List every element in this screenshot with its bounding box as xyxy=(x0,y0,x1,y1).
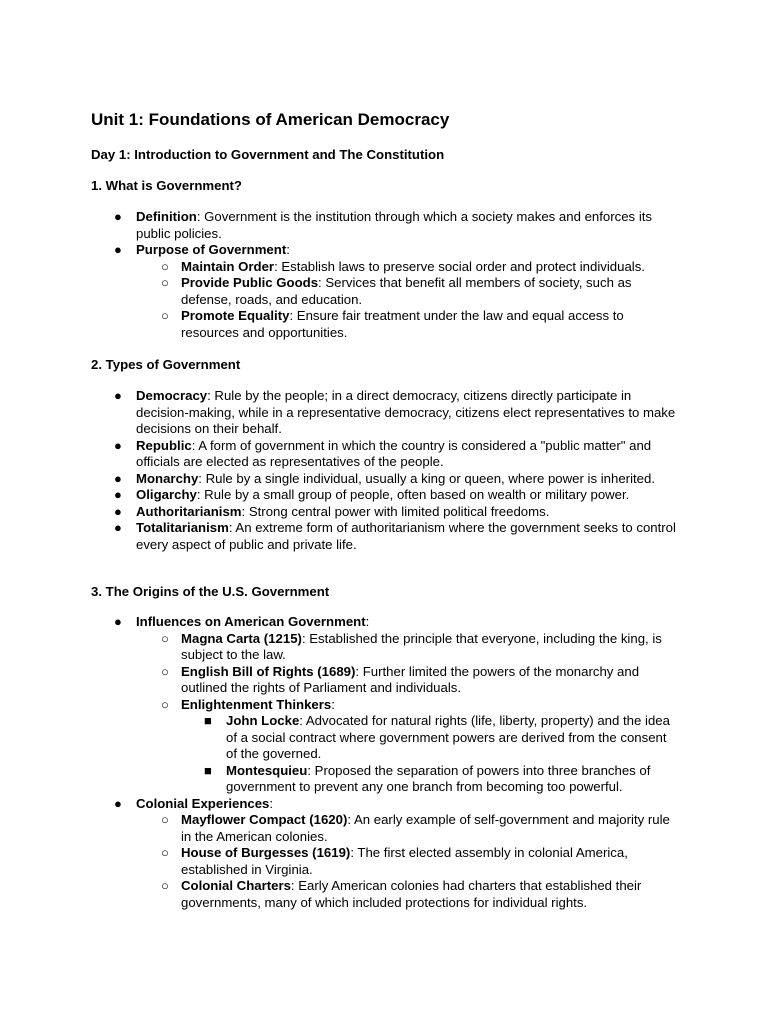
bullet-circle-icon: ○ xyxy=(161,630,169,646)
bullet-circle-icon: ○ xyxy=(161,812,169,827)
day-heading: Day 1: Introduction to Government and The Constitution xyxy=(91,147,445,162)
list-item-influences: ● Influences on American Government: ○ Magna Carta (1215): Established the principle that everyone, including the king, is subject to the law. ○ English Bill of Rights (1689): Further limited the powers of the monarchy and outlined the rights of Parliament and individuals. ○ Enlightenment Thinkers: ■ John Locke: Advocated for natural rights (life, liberty, property) and the idea of a social contract where government powers are derived from the consent of the governed. ■ Montesquieu: Proposed the separation of powers into three branches of government to prevent any one branch from becoming too powerful. xyxy=(136,614,681,796)
list-item-definition: ● Definition: Government is the institution through which a society makes and enforces its public policies. xyxy=(114,209,653,241)
bullet-circle-icon: ○ xyxy=(161,696,169,712)
list-item-oligarchy: ● Oligarchy: Rule by a small group of people, often based on wealth or military power. xyxy=(114,487,630,502)
bullet-disc-icon: ● xyxy=(114,437,122,453)
list-item-totalitarianism: ● Totalitarianism: An extreme form of authoritarianism where the government seeks to control every aspect of public and private life. xyxy=(114,520,676,552)
list-item-john-locke: ■ John Locke: Advocated for natural rights (life, liberty, property) and the idea of a social contract where government powers are derived from the consent of the governed. xyxy=(204,713,670,761)
page-title: Unit 1: Foundations of American Democracy xyxy=(91,110,450,129)
list-item-provide-public-goods: ○ Provide Public Goods: Services that benefit all members of society, such as defense, roads, and education. xyxy=(161,275,632,307)
list-item-mayflower-compact: ○ Mayflower Compact (1620): An early example of self-government and majority rule in the American colonies. xyxy=(161,812,670,844)
list-item-magna-carta: ○ Magna Carta (1215): Established the principle that everyone, including the king, is subject to the law. xyxy=(161,630,662,662)
bullet-circle-icon: ○ xyxy=(161,663,169,679)
list-item-montesquieu: ■ Montesquieu: Proposed the separation of powers into three branches of government to prevent any one branch from becoming too powerful. xyxy=(204,762,651,794)
bullet-disc-icon: ● xyxy=(114,242,122,257)
bullet-disc-icon: ● xyxy=(114,487,122,502)
bullet-disc-icon: ● xyxy=(114,209,122,224)
list-item-enlightenment-thinkers: ○ Enlightenment Thinkers: ■ John Locke: Advocated for natural rights (life, liberty, property) and the idea of a social contract where government powers are derived from the consent of the governed. ■ Montesquieu: Proposed the separation of powers into three branches of government to prevent any one branch from becoming too powerful. xyxy=(181,697,681,796)
bullet-disc-icon: ● xyxy=(114,614,122,629)
colonial-sublist xyxy=(161,812,681,911)
list-item-colonial-charters: ○ Colonial Charters: Early American colonies had charters that established their governments, many of which included protections for individual rights. xyxy=(161,878,642,910)
bullet-square-icon: ■ xyxy=(204,762,212,778)
list-item-english-bill-of-rights: ○ English Bill of Rights (1689): Further limited the powers of the monarchy and outlined the rights of Parliament and individuals. xyxy=(161,663,640,695)
bullet-circle-icon: ○ xyxy=(161,275,169,290)
thinkers-sublist xyxy=(204,713,681,796)
bullet-disc-icon: ● xyxy=(114,503,122,519)
bullet-disc-icon: ● xyxy=(114,470,122,486)
bullet-circle-icon: ○ xyxy=(161,878,169,893)
section-1-list xyxy=(114,209,681,341)
section-heading-what-is-government: 1. What is Government? xyxy=(91,178,242,193)
section-heading-origins: 3. The Origins of the U.S. Government xyxy=(91,584,330,599)
bullet-circle-icon: ○ xyxy=(161,308,169,323)
list-item-authoritarianism: ● Authoritarianism: Strong central power with limited political freedoms. xyxy=(114,503,550,519)
bullet-circle-icon: ○ xyxy=(161,258,169,274)
list-item-democracy: ● Democracy: Rule by the people; in a direct democracy, citizens directly participate in decision-making, while in a representative democracy, citizens elect representatives to make decisions on their behalf. xyxy=(114,388,676,436)
list-item-monarchy: ● Monarchy: Rule by a single individual, usually a king or queen, where power is inherited. xyxy=(114,470,655,486)
list-item-house-of-burgesses: ○ House of Burgesses (1619): The first elected assembly in colonial America, established in Virginia. xyxy=(161,845,628,877)
bullet-disc-icon: ● xyxy=(114,795,122,811)
list-item-promote-equality: ○ Promote Equality: Ensure fair treatment under the law and equal access to resources and opportunities. xyxy=(161,308,624,340)
section-2-list xyxy=(114,388,681,553)
bullet-disc-icon: ● xyxy=(114,388,122,403)
list-item-republic: ● Republic: A form of government in which the country is considered a "public matter" and officials are elected as representatives of the people. xyxy=(114,437,652,469)
bullet-circle-icon: ○ xyxy=(161,845,169,860)
list-item-purpose-of-government: ● Purpose of Government: ○ Maintain Order: Establish laws to preserve social order and protect individuals. ○ Provide Public Goods: Services that benefit all members of society, such as defense, roads, and education. ○ Promote Equality: Ensure fair treatment under the law and equal access to resources and opportunities. xyxy=(136,242,681,341)
section-3-list xyxy=(114,614,681,911)
bullet-disc-icon: ● xyxy=(114,520,122,535)
list-item-maintain-order: ○ Maintain Order: Establish laws to preserve social order and protect individuals. xyxy=(161,258,645,274)
influences-sublist xyxy=(161,630,681,796)
purpose-sublist xyxy=(161,258,681,342)
list-item-colonial-experiences: ● Colonial Experiences: ○ Mayflower Compact (1620): An early example of self-government and majority rule in the American colonies. ○ House of Burgesses (1619): The first elected assembly in colonial America, established in Virginia. ○ Colonial Charters: Early American colonies had charters that established their governments, many of which included protections for individual rights. xyxy=(136,796,681,912)
bullet-square-icon: ■ xyxy=(204,713,212,728)
section-heading-types-of-government: 2. Types of Government xyxy=(91,357,241,372)
